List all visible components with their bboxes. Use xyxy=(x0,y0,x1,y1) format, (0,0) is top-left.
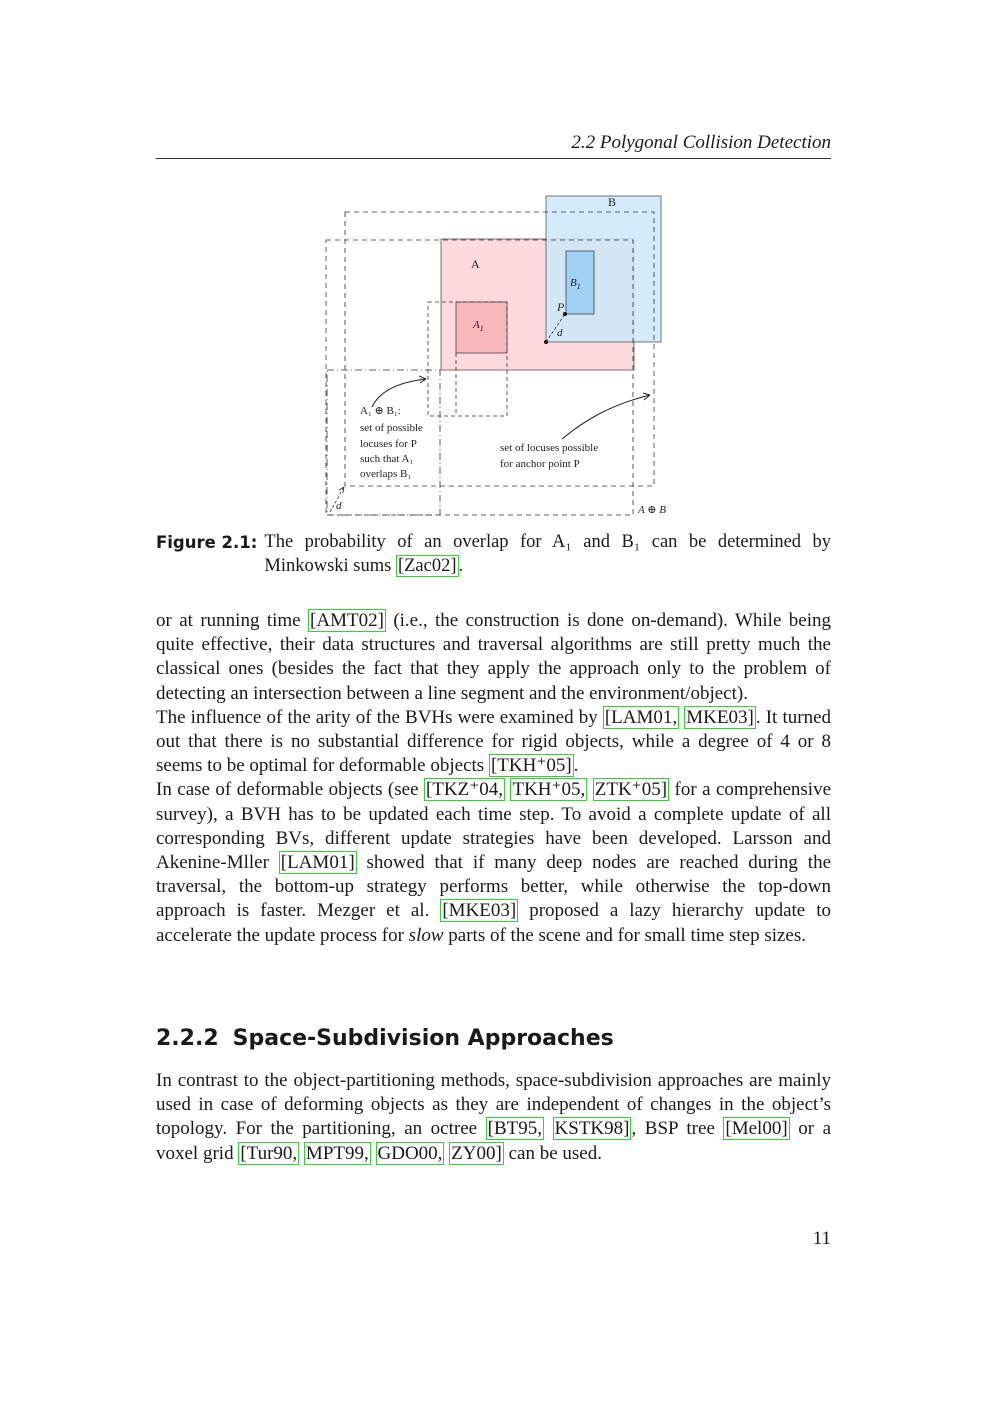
body-paragraphs xyxy=(156,609,831,948)
arrow-right-annotation xyxy=(562,395,650,439)
citation-link[interactable]: [LAM01] xyxy=(280,852,355,874)
paragraph-4: In contrast to the object-partitioning methods, space-subdivision approaches are mainly used in case of deforming objects as they are independent of changes in the object’s topology. For the partitioning, an octree [BT95, KSTK98] , BSP tree [Mel00] or a voxel grid [Tur90, MPT99, GDO00, ZY00] can be used. xyxy=(156,1070,831,1164)
rect-B xyxy=(546,196,661,342)
label-P: P xyxy=(557,300,565,314)
citation-link[interactable]: [Zac02] xyxy=(397,556,457,576)
page-number: 11 xyxy=(812,1228,831,1249)
citation-link[interactable]: [Tur90, xyxy=(240,1142,298,1164)
citation-link[interactable]: GDO00, xyxy=(377,1142,443,1164)
label-d: d xyxy=(557,327,563,339)
citation-link[interactable]: MPT99, xyxy=(305,1142,369,1164)
annotation-left: A₁ ⊕ B₁: set of possible locuses for P such that A₁ overlaps B₁ xyxy=(360,405,423,480)
annotation-right: set of locuses possible for anchor point P xyxy=(500,442,599,470)
citation-link[interactable]: [LAM01, xyxy=(604,706,678,728)
citation-link[interactable]: [AMT02] xyxy=(310,610,384,631)
caption-label: Figure 2.1: xyxy=(156,533,258,552)
running-title: 2.2 Polygonal Collision Detection xyxy=(571,132,831,153)
paragraph-2: The influence of the arity of the BVHs were examined by [LAM01, MKE03] . It turned out that there is no substantial difference for rigid objects, while a degree of 4 or 8 seems to be optimal for deformable objects [TKH⁺05] . xyxy=(156,706,831,777)
label-AplusB: A ⊕ B xyxy=(638,504,666,516)
arrow-left-annotation xyxy=(372,379,426,407)
minkowski-figure xyxy=(300,185,700,525)
label-B: B xyxy=(608,195,617,209)
figure-caption xyxy=(156,530,831,578)
citation-link[interactable]: MKE03] xyxy=(686,706,754,728)
citation-link[interactable]: [Mel00] xyxy=(725,1118,788,1140)
citation-link[interactable]: KSTK98] xyxy=(554,1118,630,1140)
citation-link[interactable]: [TKH⁺05] xyxy=(490,755,572,777)
citation-link[interactable]: [MKE03] xyxy=(442,900,517,922)
label-A1: $A_1$ xyxy=(473,319,484,333)
paragraph-1: or at running time [AMT02] (i.e., the construction is done on-demand). While being quite effective, their data structures and traversal algorithms are still pretty much the classical ones (besides the fact that they apply the approach only to the problem of detecting an intersection between a line segment and the environment/object). xyxy=(156,610,832,704)
paragraph-3: In case of deformable objects (see [TKZ⁺04, TKH⁺05, ZTK⁺05] for a comprehensive survey), a BVH has to be updated each time step. To avoid a complete update of all corresponding BVs, different update strategies have been developed. Larsson and Akenine-Mller [LAM01] showed that if many deep nodes are reached during the traversal, the bottom-up strategy performs better, while otherwise the top-down approach is faster. Mezger et al. [MKE03] proposed a lazy hierarchy update to accelerate the update process for slow parts of the scene and for small time step sizes. xyxy=(156,779,832,946)
citation-link[interactable]: TKH⁺05, xyxy=(512,779,586,801)
citation-link[interactable]: ZTK⁺05] xyxy=(594,779,668,801)
label-A: A xyxy=(471,257,480,271)
citation-link[interactable]: [BT95, xyxy=(487,1118,542,1140)
section-body xyxy=(156,1069,831,1166)
section-number: 2.2.2 xyxy=(156,1026,219,1051)
citation-link[interactable]: ZY00] xyxy=(451,1142,502,1164)
label-B1: $B_1$ xyxy=(570,277,581,291)
section-heading xyxy=(156,1026,831,1051)
section-title: Space-Subdivision Approaches xyxy=(232,1026,614,1051)
citation-link[interactable]: [TKZ⁺04, xyxy=(425,779,504,801)
caption-text: The probability of an overlap for A₁ and B₁ can be determined by Minkowski sums [Zac02] . xyxy=(264,532,831,576)
running-header xyxy=(156,132,831,159)
label-d-bottom: d xyxy=(336,500,342,512)
